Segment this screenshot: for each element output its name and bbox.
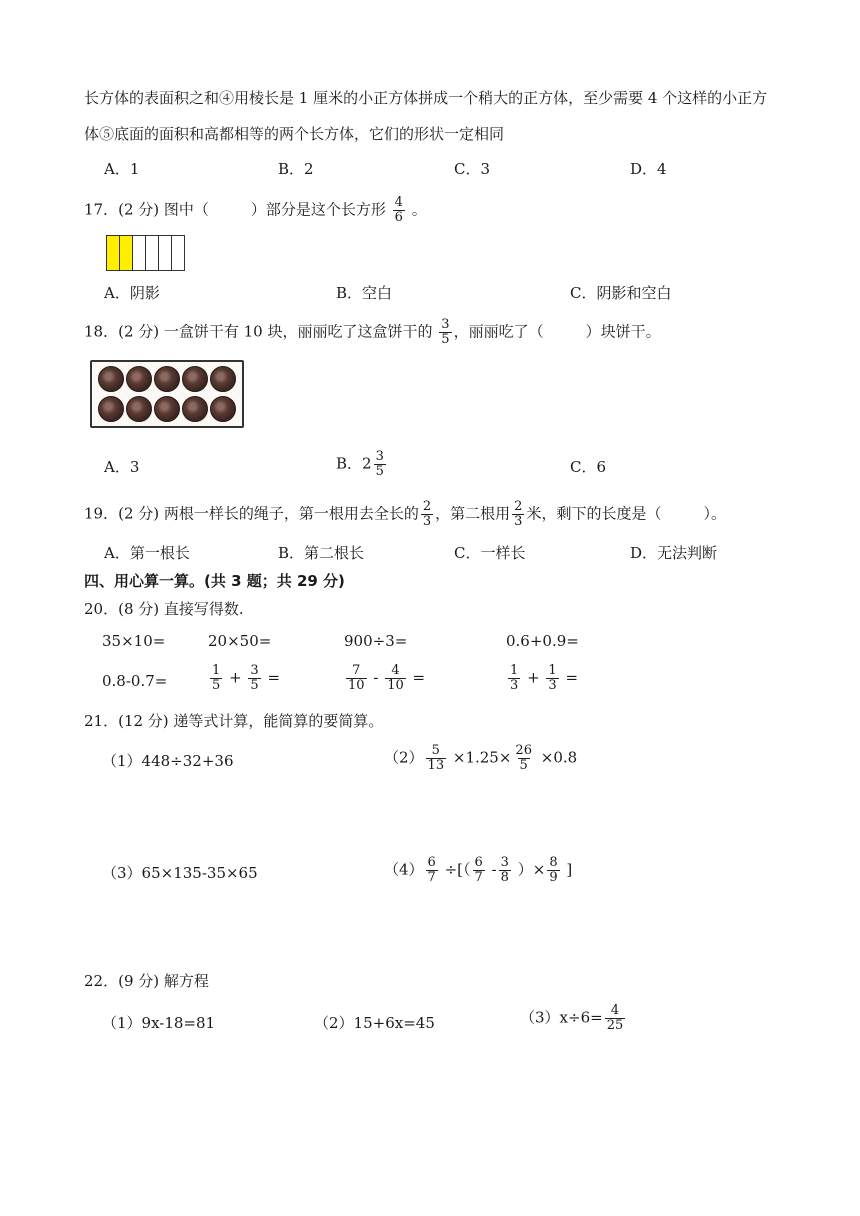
q18-prefix: 18．(2 分) 一盒饼干有 10 块，丽丽吃了这盒饼干的: [84, 322, 433, 341]
cookie: [182, 396, 208, 422]
q22-title: 22．(9 分) 解方程: [84, 972, 209, 990]
shaded-cell: [120, 236, 133, 270]
q17-option-a: A．阴影: [104, 284, 160, 302]
q19-option-b: B．第二根长: [278, 544, 365, 562]
q18-option-b-fraction: $\frac{3}{5}$: [375, 449, 384, 479]
q20-item-2: 20×50=: [208, 632, 272, 650]
q19-fraction-2: $\frac{2}{3}$: [514, 499, 523, 529]
q16-option-c: C．3: [454, 160, 491, 178]
shaded-cell: [107, 236, 120, 270]
q18-option-c: C．6: [570, 458, 607, 476]
q20-item-3: 900÷3=: [344, 632, 408, 650]
q19-suffix: 米，剩下的长度是（: [526, 504, 662, 523]
q17-middle: ）部分是这个长方形: [250, 200, 386, 219]
q19-option-a: A．第一根长: [104, 544, 190, 562]
q17-prefix: 17．(2 分) 图中（: [84, 200, 209, 219]
q18-option-a: A．3: [104, 458, 140, 476]
q19-fraction-1: $\frac{2}{3}$: [422, 499, 432, 529]
q20-title: 20．(8 分) 直接写得数.: [84, 600, 244, 618]
q16-option-b: B．2: [278, 160, 314, 178]
q19-middle: ，第二根用: [435, 504, 511, 523]
q21-part-1: （1）448÷32+36: [102, 752, 234, 770]
q18-fraction: $\frac{3}{5}$: [441, 317, 450, 347]
q20-item-5: 0.8-0.7=: [102, 672, 168, 690]
q19-option-d: D．无法判断: [630, 544, 718, 562]
q19-question: [84, 500, 726, 529]
blank-cell: [172, 236, 184, 270]
cookie: [98, 396, 124, 422]
q16-line1: 长方体的表面积之和④用棱长是 1 厘米的小正方体拼成一个稍大的正方体，至少需要 4 个这样的小正方: [84, 89, 768, 107]
q20-item-7: $\frac{7}{10}$ - $\frac{4}{10}$ =: [348, 663, 426, 693]
section-4-heading: 四、用心算一算。(共 3 题；共 29 分): [84, 572, 345, 590]
blank-cell: [133, 236, 146, 270]
cookie: [98, 366, 124, 392]
q18-option-b: B．2 $\frac{3}{5}$: [336, 449, 384, 479]
blank-cell: [159, 236, 172, 270]
q17-fraction: $\frac{4}{6}$: [394, 195, 403, 225]
q21-title: 21．(12 分) 递等式计算，能简算的要简算。: [84, 712, 384, 730]
q22-part-2: （2）15+6x=45: [314, 1014, 435, 1032]
cookie: [210, 396, 236, 422]
cookie: [210, 366, 236, 392]
q17-rectangle-figure: [106, 235, 185, 271]
q17-option-b: B．空白: [336, 284, 393, 302]
q18-middle: ，丽丽吃了（: [453, 322, 544, 341]
q19-prefix: 19．(2 分) 两根一样长的绳子，第一根用去全长的: [84, 504, 419, 523]
q20-item-8: $\frac{1}{3}$ + $\frac{1}{3}$ =: [510, 663, 579, 693]
q20-item-6: $\frac{1}{5}$ + $\frac{3}{5}$ =: [212, 663, 281, 693]
cookie: [126, 396, 152, 422]
q17-suffix: 。: [411, 200, 427, 219]
q21-part-2: （2） $\frac{5}{13}$ ×1.25× $\frac{26}{5}$ ×0.8: [384, 743, 578, 773]
cookie: [126, 366, 152, 392]
cookie: [154, 396, 180, 422]
q17-option-c: C．阴影和空白: [570, 284, 672, 302]
cookie-box-image: [90, 360, 244, 428]
q19-option-c: C．一样长: [454, 544, 526, 562]
q18-suffix: ）块饼干。: [585, 322, 661, 341]
q21-part-3: （3）65×135-35×65: [102, 864, 258, 882]
q22-part-3: （3）x÷6= $\frac{4}{25}$: [520, 1003, 624, 1033]
q17-question: [84, 196, 427, 225]
q16-option-d: D．4: [630, 160, 667, 178]
q16-option-a: A．1: [104, 160, 140, 178]
q16-line2: 体⑤底面的面积和高都相等的两个长方体，它们的形状一定相同: [84, 125, 505, 143]
q22-part-1: （1）9x-18=81: [102, 1014, 216, 1032]
q21-part-4: （4） $\frac{6}{7}$ ÷[（ $\frac{6}{7}$ - $\frac{3}{8}$ ）× $\frac{8}{9}$ ]: [384, 855, 573, 885]
q19-end: ）。: [703, 504, 726, 523]
blank-cell: [146, 236, 159, 270]
q18-question: [84, 318, 661, 347]
q20-item-4: 0.6+0.9=: [506, 632, 579, 650]
cookie: [154, 366, 180, 392]
cookie: [182, 366, 208, 392]
q20-item-1: 35×10=: [102, 632, 166, 650]
